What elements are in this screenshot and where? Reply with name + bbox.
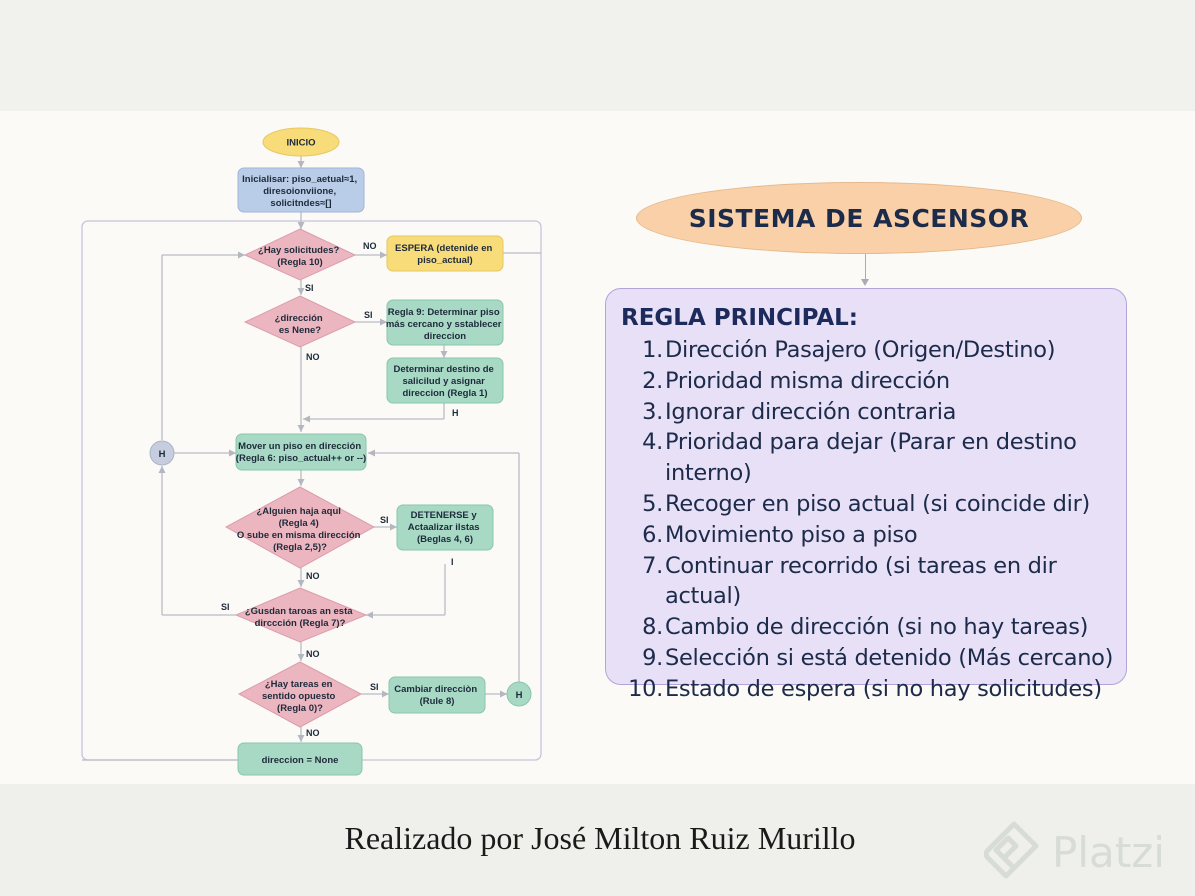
rule-text: Cambio de dirección (si no hay tareas) <box>665 614 1089 641</box>
connector-h-right-label: H <box>515 690 523 701</box>
rule-text: Recoger en piso actual (si coincide dir) <box>665 490 1091 517</box>
connector-arrowhead <box>861 279 869 286</box>
rule-item <box>606 335 1128 366</box>
rule9-label: Regla 9: Determinar piso más cercano y sstablecer direccion <box>385 307 502 342</box>
stop-label: DETENERSE y Actaalizar ilstas (Beglas 4, 6) <box>407 510 480 545</box>
edge-label-no-someone: NO <box>306 571 320 581</box>
edge-label-yes-requests: SI <box>305 283 314 293</box>
rule-item <box>606 643 1128 674</box>
edge-label-yes-direction: SI <box>364 310 373 320</box>
edge-label-no-requests: NO <box>363 241 377 251</box>
move-box <box>236 434 366 470</box>
page-title: SISTEMA DE ASCENSOR <box>688 203 1030 233</box>
platzi-watermark <box>984 818 1184 888</box>
platzi-logo-icon <box>984 818 1044 888</box>
rule-item <box>606 520 1128 551</box>
title-to-rules-connector <box>865 254 866 280</box>
someone-decision-label: ¿Alguien haja aqul (Regla 4) O sube en misma dirección (Regla 2,5)? <box>236 506 361 553</box>
change-direction-box <box>389 677 485 713</box>
rule-text: Prioridad para dejar (Parar en destino interno) <box>665 429 1077 487</box>
rule-text: Selección si está detenido (Más cercano) <box>665 644 1114 671</box>
rule-text: Estado de espera (si no hay solicitudes) <box>665 675 1102 702</box>
rule-item <box>606 612 1128 643</box>
change-direction-label: Cambiar direcciòn (Rule 8) <box>394 684 478 707</box>
destination-label: Determinar destino de salicilud y asignar direccion (Regla 1) <box>393 364 494 399</box>
remaining-decision-label: ¿Gusdan taroas an esta dirccción (Regla 7)? <box>244 606 353 629</box>
rule-text: Prioridad misma dirección <box>665 367 950 394</box>
rules-heading: REGLA PRINCIPAL: <box>621 305 858 331</box>
connector-h-left-label: H <box>158 449 166 460</box>
requests-decision-label: ¿Hay solicitudes? (Regla 10) <box>258 245 340 268</box>
rule-number: 6. <box>642 521 663 548</box>
opposite-decision-label: ¿Hay tareas en sentido opuesto (Regla 0)? <box>261 679 336 714</box>
edge-label-yes-someone: SI <box>380 515 389 525</box>
wait-label: ESPERA (detenide en piso_actual) <box>395 243 493 266</box>
rule-item <box>606 366 1128 397</box>
rule-number: 4. <box>642 429 663 456</box>
rule-text: Continuar recorrido (si tareas en dir actual) <box>665 552 1057 610</box>
edge-label-yes-remaining: SI <box>221 602 230 612</box>
rule-item <box>606 397 1128 428</box>
author-credit: Realizado por José Milton Ruiz Murillo <box>344 820 856 856</box>
rule-item <box>606 489 1128 520</box>
start-label: INICIO <box>286 137 316 149</box>
rule-item <box>606 551 1128 613</box>
direction-none-label: direccion = None <box>261 755 339 766</box>
edge-label-yes-opposite: SI <box>370 682 379 692</box>
edge-label-no-remaining: NO <box>306 649 320 659</box>
rule-number: 1. <box>642 337 663 363</box>
rule-number: 2. <box>642 367 663 394</box>
rule-item <box>606 674 1128 705</box>
title-bubble <box>636 182 1082 254</box>
rule-number: 10. <box>628 675 663 702</box>
rule-number: 5. <box>642 490 663 517</box>
rule-number: 7. <box>642 552 663 579</box>
rule-number: 9. <box>642 644 663 671</box>
rule-text: Ignorar dirección contraria <box>665 398 957 425</box>
edge-label-no-opposite: NO <box>306 728 320 738</box>
rule-item <box>606 427 1128 489</box>
rule-number: 8. <box>642 614 663 641</box>
edge-label-after-stop: I <box>451 557 454 567</box>
rules-list <box>606 335 1128 705</box>
direction-decision-label: ¿dirección es Nene? <box>274 313 323 336</box>
edge-label-h: H <box>452 408 459 418</box>
init-label: Inicialisar: piso_aetual≈1, diresoionviione, solicitndes≈[] <box>242 174 358 209</box>
rule-text: Movimiento piso a piso <box>665 521 918 548</box>
platzi-wordmark: Platzi <box>1052 828 1165 877</box>
edge-label-no-direction: NO <box>306 352 320 362</box>
move-label: Mover un piso en dirección (Regla 6: piso_actual++ or --) <box>235 441 367 464</box>
rule-text: Dirección Pasajero (Origen/Destino) <box>665 337 1056 363</box>
rules-panel <box>605 288 1127 702</box>
rule-number: 3. <box>642 398 663 425</box>
